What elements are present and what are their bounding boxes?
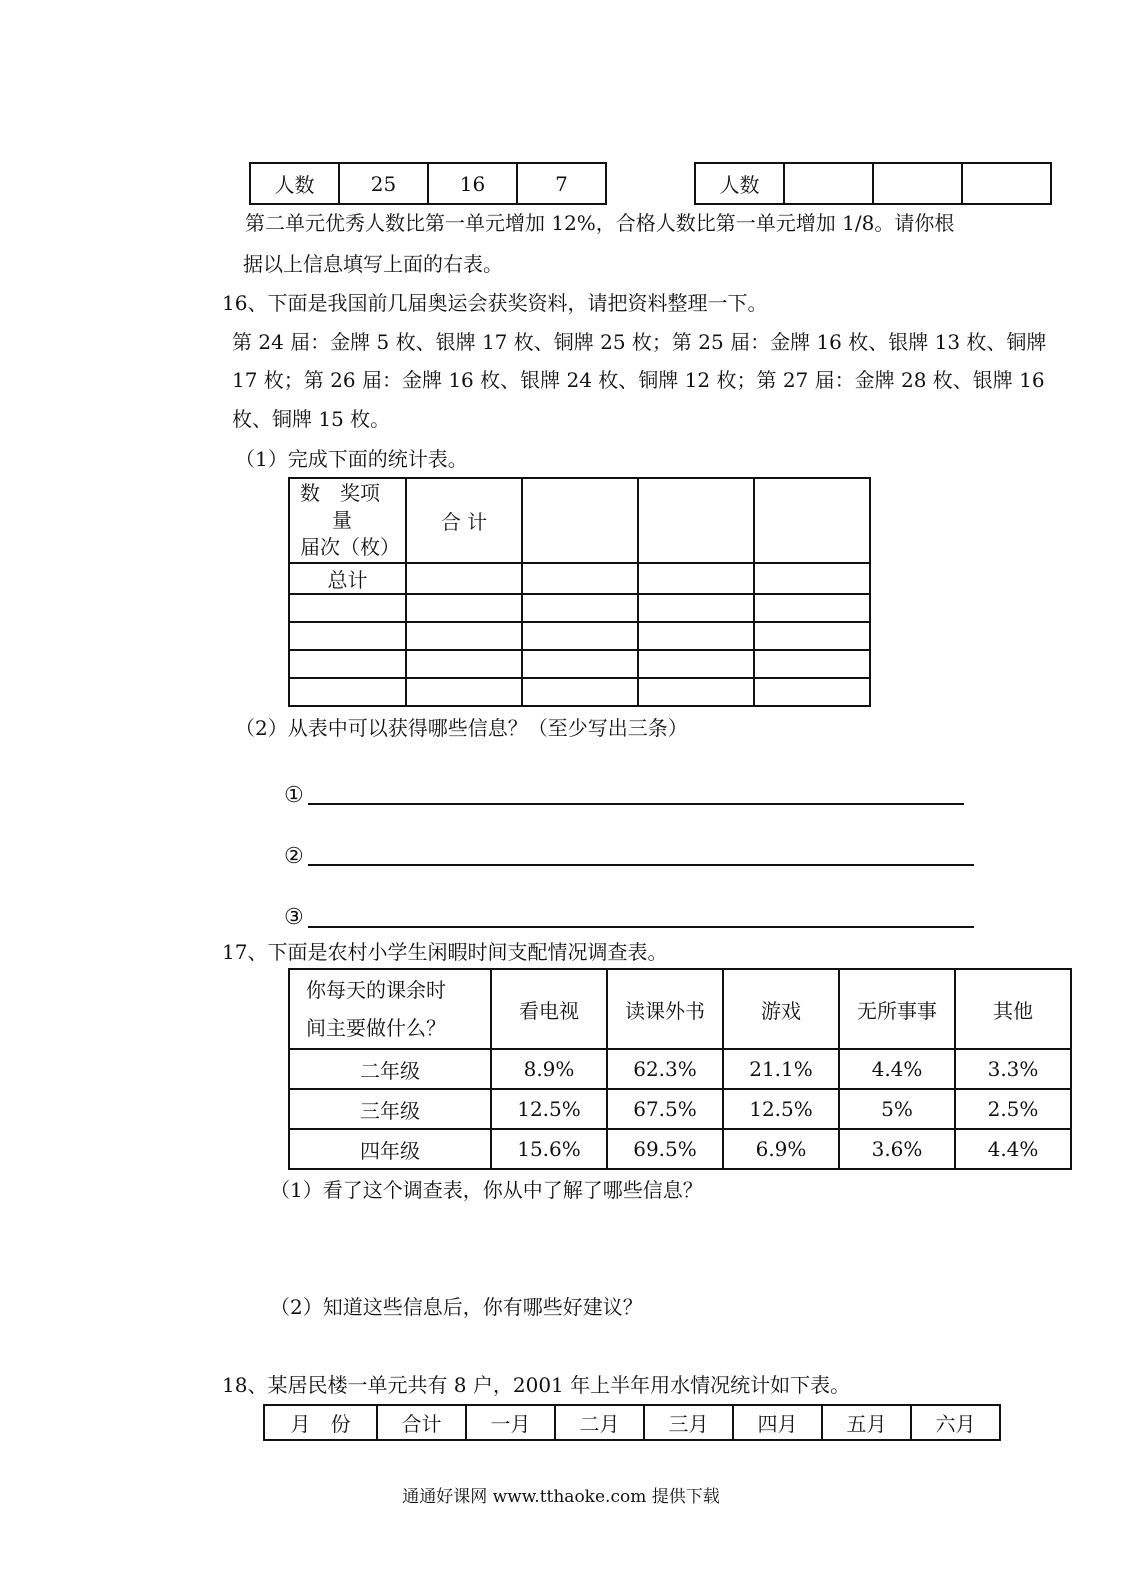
survey-col-header: 看电视: [491, 969, 607, 1049]
survey-value: 5%: [839, 1089, 955, 1129]
top-right-cell[interactable]: [962, 163, 1051, 204]
medal-cell[interactable]: [638, 678, 754, 706]
survey-value: 2.5%: [955, 1089, 1071, 1129]
top-right-header: 人数: [695, 163, 784, 204]
q15-text-line: 第二单元优秀人数比第一单元增加 12%，合格人数比第一单元增加 1/8。请你根: [245, 211, 955, 235]
medal-cell[interactable]: [638, 594, 754, 622]
medal-cell[interactable]: [638, 650, 754, 678]
q17-sub2: （2）知道这些信息后，你有哪些好建议？: [270, 1295, 643, 1319]
top-right-cell[interactable]: [784, 163, 873, 204]
survey-col-header: 无所事事: [839, 969, 955, 1049]
medal-cell[interactable]: [289, 650, 406, 678]
survey-value: 67.5%: [607, 1089, 723, 1129]
medal-cell[interactable]: [754, 650, 870, 678]
q16-data-line: 17 枚；第 26 届：金牌 16 枚、银牌 24 枚、铜牌 12 枚；第 27 届：金牌 28 枚、银牌 16: [232, 368, 1045, 392]
medal-cell[interactable]: [754, 594, 870, 622]
survey-value: 12.5%: [723, 1089, 839, 1129]
survey-value: 12.5%: [491, 1089, 607, 1129]
top-left-value: 25: [339, 163, 428, 204]
medal-cell[interactable]: [406, 622, 522, 650]
survey-question-line: 你每天的课余时: [306, 978, 446, 1002]
medal-table: [288, 477, 871, 707]
diag-header-bottom: 届次（枚）: [300, 535, 400, 559]
q17-sub1: （1）看了这个调查表，你从中了解了哪些信息？: [270, 1178, 703, 1202]
water-header: 二月: [555, 1405, 644, 1440]
survey-grade: 三年级: [289, 1089, 491, 1129]
q16-data-line: 第 24 届：金牌 5 枚、银牌 17 枚、铜牌 25 枚；第 25 届：金牌 16 枚、银牌 13 枚、铜牌: [232, 330, 1047, 354]
water-header: 六月: [911, 1405, 1000, 1440]
medal-cell[interactable]: [406, 678, 522, 706]
medal-cell[interactable]: [289, 622, 406, 650]
medal-cell[interactable]: [754, 678, 870, 706]
water-header: 五月: [822, 1405, 911, 1440]
medal-cell[interactable]: [522, 622, 638, 650]
survey-value: 3.3%: [955, 1049, 1071, 1089]
q15-text-line: 据以上信息填写上面的右表。: [243, 252, 503, 276]
answer-line-2[interactable]: [308, 864, 974, 866]
answer-line-3[interactable]: [308, 926, 974, 928]
survey-value: 69.5%: [607, 1129, 723, 1169]
medal-cell[interactable]: [406, 650, 522, 678]
survey-value: 62.3%: [607, 1049, 723, 1089]
survey-value: 8.9%: [491, 1049, 607, 1089]
top-left-value: 7: [517, 163, 606, 204]
medal-cell[interactable]: [522, 563, 638, 594]
medal-header-cell[interactable]: [522, 478, 638, 563]
q18-title: 18、某居民楼一单元共有 8 户，2001 年上半年用水情况统计如下表。: [222, 1373, 851, 1397]
top-left-value: 16: [428, 163, 517, 204]
water-header: 三月: [644, 1405, 733, 1440]
survey-value: 21.1%: [723, 1049, 839, 1089]
medal-header-cell[interactable]: [754, 478, 870, 563]
medal-cell[interactable]: [289, 678, 406, 706]
survey-grade: 四年级: [289, 1129, 491, 1169]
survey-col-header: 其他: [955, 969, 1071, 1049]
medal-cell[interactable]: [638, 622, 754, 650]
water-header: 月 份: [264, 1405, 377, 1440]
q17-title: 17、下面是农村小学生闲暇时间支配情况调查表。: [222, 940, 668, 964]
medal-cell[interactable]: [754, 563, 870, 594]
page-footer: 通通好课网 www.tthaoke.com 提供下载: [402, 1487, 720, 1507]
survey-col-header: 游戏: [723, 969, 839, 1049]
q16-title: 16、下面是我国前几届奥运会获奖资料，请把资料整理一下。: [222, 291, 768, 315]
medal-cell[interactable]: [289, 594, 406, 622]
q16-data-line: 枚、铜牌 15 枚。: [232, 407, 391, 431]
top-left-header: 人数: [250, 163, 339, 204]
medal-cell[interactable]: [522, 678, 638, 706]
medal-cell[interactable]: [638, 563, 754, 594]
survey-value: 6.9%: [723, 1129, 839, 1169]
medal-cell[interactable]: [522, 594, 638, 622]
water-table: [263, 1404, 1001, 1441]
answer-marker-3: ③: [284, 905, 304, 930]
survey-value: 15.6%: [491, 1129, 607, 1169]
survey-value: 4.4%: [839, 1049, 955, 1089]
survey-grade: 二年级: [289, 1049, 491, 1089]
diag-header-cell: [289, 478, 406, 563]
answer-line-1[interactable]: [308, 803, 964, 805]
survey-value: 3.6%: [839, 1129, 955, 1169]
answer-marker-2: ②: [284, 844, 304, 869]
medal-cell[interactable]: [522, 650, 638, 678]
survey-table: [288, 968, 1072, 1170]
top-table: [249, 162, 1052, 205]
survey-col-header: 读课外书: [607, 969, 723, 1049]
medal-header-cell[interactable]: [638, 478, 754, 563]
medal-cell[interactable]: [406, 594, 522, 622]
header-total: 合 计: [406, 478, 522, 563]
survey-question-cell: [289, 969, 491, 1049]
water-header: 合计: [377, 1405, 466, 1440]
survey-value: 4.4%: [955, 1129, 1071, 1169]
row-total-label: 总计: [289, 563, 406, 594]
q16-sub2: （2）从表中可以获得哪些信息？（至少写出三条）: [235, 716, 688, 740]
top-table-gap: [606, 163, 695, 204]
water-header: 一月: [466, 1405, 555, 1440]
survey-question-line: 间主要做什么？: [306, 1016, 446, 1040]
diag-header-top: 数 奖项: [300, 481, 380, 505]
answer-marker-1: ①: [284, 783, 304, 808]
water-header: 四月: [733, 1405, 822, 1440]
medal-cell[interactable]: [406, 563, 522, 594]
diag-header-mid: 量: [332, 508, 352, 532]
q16-sub1: （1）完成下面的统计表。: [235, 447, 468, 471]
top-right-cell[interactable]: [873, 163, 962, 204]
medal-cell[interactable]: [754, 622, 870, 650]
